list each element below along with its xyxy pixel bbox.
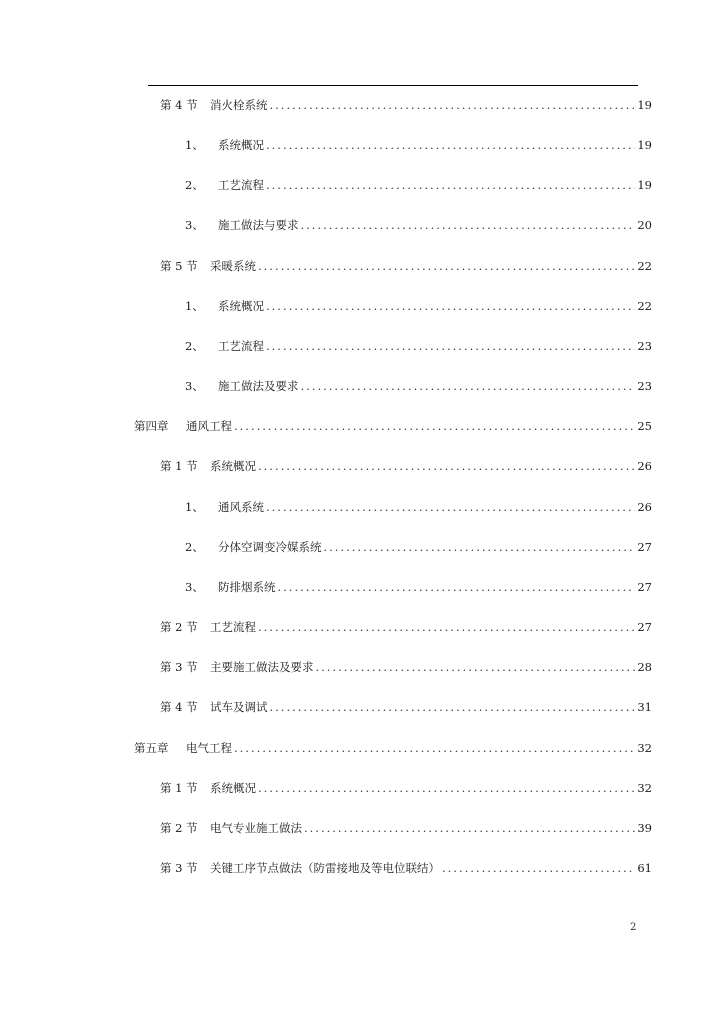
toc-entry[interactable]	[185, 578, 652, 596]
toc-entry-title: 工艺流程	[210, 620, 256, 634]
toc-entry-number: 第 4 节	[160, 98, 198, 112]
toc-entry-title: 电气工程	[186, 741, 232, 755]
toc-entry-page: 26	[637, 459, 652, 473]
toc-entry[interactable]	[160, 859, 652, 877]
toc-entry-number: 1、	[185, 138, 204, 152]
toc-entry-page: 28	[637, 660, 652, 674]
toc-entry-number: 第 3 节	[160, 861, 198, 875]
toc-entry-number: 2、	[185, 540, 204, 554]
toc-leader-dots	[316, 658, 636, 676]
toc-entry[interactable]	[185, 216, 652, 234]
toc-entry-number: 第 1 节	[160, 459, 198, 473]
toc-entry[interactable]	[160, 698, 652, 716]
toc-leader-dots	[266, 498, 635, 516]
toc-entry-page: 31	[637, 700, 652, 714]
toc-leader-dots	[278, 578, 636, 596]
toc-entry-title: 系统概况	[210, 459, 256, 473]
toc-entry[interactable]	[160, 457, 652, 475]
toc-entry-number: 第五章	[134, 741, 169, 755]
toc-entry-page: 22	[637, 259, 652, 273]
toc-entry-page: 26	[637, 500, 652, 514]
toc-entry-number: 2、	[185, 178, 204, 192]
toc-leader-dots	[266, 176, 635, 194]
toc-leader-dots	[234, 739, 635, 757]
toc-entry-title: 系统概况	[218, 138, 264, 152]
toc-entry-page: 61	[637, 861, 652, 875]
toc-entry[interactable]	[185, 136, 652, 154]
toc-entry-title: 系统概况	[210, 781, 256, 795]
toc-entry-page: 22	[637, 299, 652, 313]
toc-entry-title: 通风工程	[186, 419, 232, 433]
toc-entry-page: 32	[637, 741, 652, 755]
toc-entry-page: 27	[637, 620, 652, 634]
toc-entry[interactable]	[185, 538, 652, 556]
toc-entry-page: 27	[637, 580, 652, 594]
toc-entry-page: 27	[637, 540, 652, 554]
toc-leader-dots	[270, 96, 636, 114]
toc-entry-page: 39	[637, 821, 652, 835]
toc-leader-dots	[304, 819, 635, 837]
toc-entry[interactable]	[134, 417, 652, 435]
toc-entry[interactable]	[160, 658, 652, 676]
toc-entry[interactable]	[185, 498, 652, 516]
toc-entry-title: 系统概况	[218, 299, 264, 313]
toc-entry-number: 第 2 节	[160, 620, 198, 634]
toc-entry[interactable]	[160, 819, 652, 837]
toc-entry[interactable]	[160, 257, 652, 275]
toc-entry-number: 3、	[185, 218, 204, 232]
toc-entry-title: 电气专业施工做法	[210, 821, 302, 835]
toc-entry-page: 32	[637, 781, 652, 795]
toc-entry-title: 施工做法及要求	[218, 379, 299, 393]
toc-leader-dots	[266, 337, 635, 355]
toc-leader-dots	[266, 297, 635, 315]
toc-entry[interactable]	[134, 739, 652, 757]
toc-entry-title: 试车及调试	[210, 700, 268, 714]
toc-leader-dots	[270, 698, 636, 716]
toc-leader-dots	[266, 136, 635, 154]
toc-entry-page: 23	[637, 339, 652, 353]
toc-entry-title: 施工做法与要求	[218, 218, 299, 232]
toc-entry-number: 第四章	[134, 419, 169, 433]
toc-entry-number: 2、	[185, 339, 204, 353]
toc-entry-page: 19	[637, 138, 652, 152]
toc-entry[interactable]	[185, 337, 652, 355]
toc-entry-title: 关键工序节点做法（防雷接地及等电位联结）	[210, 861, 440, 875]
toc-leader-dots	[324, 538, 636, 556]
toc-entry-number: 第 2 节	[160, 821, 198, 835]
toc-entry-title: 消火栓系统	[210, 98, 268, 112]
toc-leader-dots	[301, 377, 636, 395]
toc-entry-number: 第 1 节	[160, 781, 198, 795]
toc-entry-number: 3、	[185, 379, 204, 393]
toc-entry-page: 23	[637, 379, 652, 393]
toc-leader-dots	[234, 417, 635, 435]
toc-entry-title: 防排烟系统	[218, 580, 276, 594]
toc-entry-number: 1、	[185, 500, 204, 514]
toc-entry-title: 工艺流程	[218, 178, 264, 192]
toc-entry-number: 1、	[185, 299, 204, 313]
toc-entry-page: 19	[637, 98, 652, 112]
toc-entry[interactable]	[185, 297, 652, 315]
toc-entry-title: 工艺流程	[218, 339, 264, 353]
toc-entry-title: 主要施工做法及要求	[210, 660, 314, 674]
toc-leader-dots	[301, 216, 636, 234]
toc-entry-page: 20	[637, 218, 652, 232]
toc-entry-number: 第 5 节	[160, 259, 198, 273]
toc-entry[interactable]	[185, 176, 652, 194]
toc-entry[interactable]	[185, 377, 652, 395]
toc-leader-dots	[258, 779, 635, 797]
toc-entry-title: 分体空调变冷媒系统	[218, 540, 322, 554]
toc-entry[interactable]	[160, 779, 652, 797]
toc-entry-number: 第 4 节	[160, 700, 198, 714]
toc-leader-dots	[258, 257, 635, 275]
toc-leader-dots	[258, 618, 635, 636]
toc-leader-dots	[258, 457, 635, 475]
toc-entry-title: 通风系统	[218, 500, 264, 514]
toc-entry-number: 第 3 节	[160, 660, 198, 674]
toc-entry[interactable]	[160, 618, 652, 636]
header-rule	[148, 85, 638, 86]
page-number: 2	[630, 922, 637, 933]
toc-entry-page: 25	[637, 419, 652, 433]
toc-entry-title: 采暖系统	[210, 259, 256, 273]
toc-entry-page: 19	[637, 178, 652, 192]
toc-entry[interactable]	[160, 96, 652, 114]
toc-entry-number: 3、	[185, 580, 204, 594]
toc-leader-dots	[442, 859, 635, 877]
